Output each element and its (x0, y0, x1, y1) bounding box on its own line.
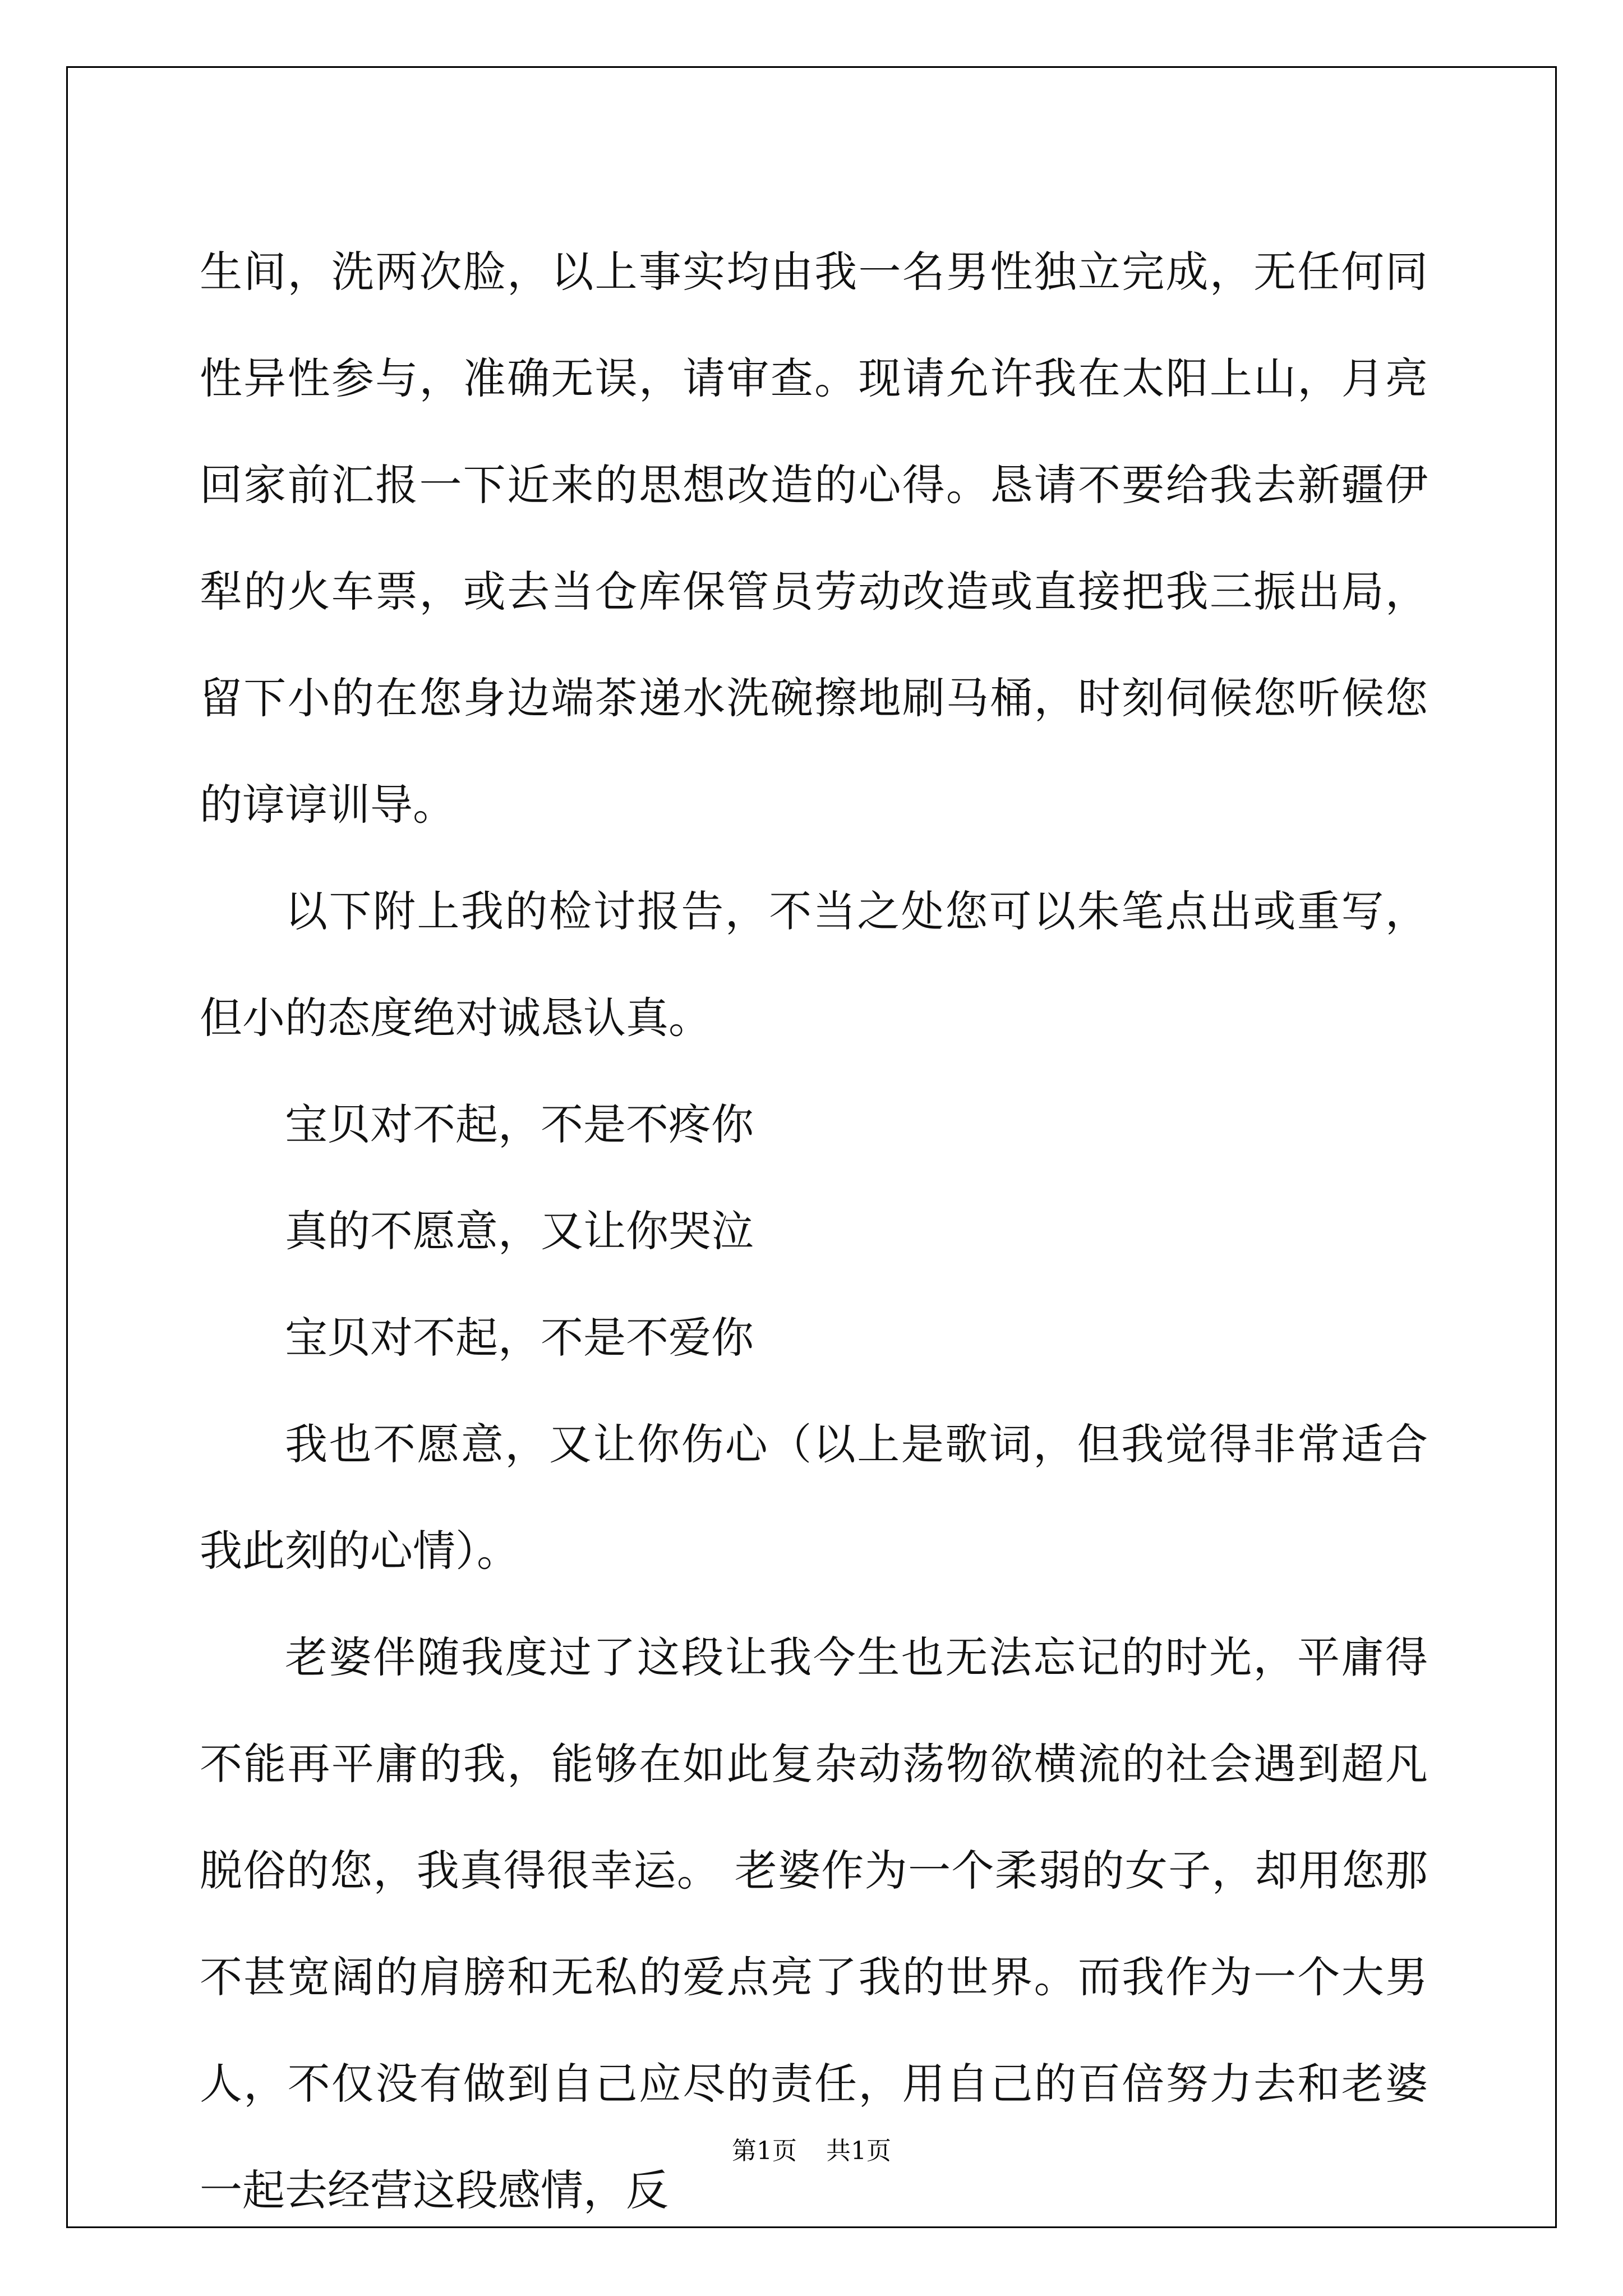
lyric-line-3: 宝贝对不起，不是不爱你 (285, 1313, 754, 1363)
lyric-line-1: 宝贝对不起，不是不疼你 (285, 1099, 754, 1149)
paragraph-1: 生间，洗两次脸，以上事实均由我一名男性独立完成，无任何同性异性参与，准确无误，请审查。现请允许我在太阳上山，月亮回家前汇报一下近来的思想改造的心得。恳请不要给我去新疆伊犁的火车票，或去当仓库保管员劳动改造或直接把我三振出局，留下小的在您身边端茶递水洗碗擦地刷马桶，时刻伺候您听候您的谆谆训导。 (200, 247, 1428, 830)
page-total: 共1页 (826, 2137, 891, 2165)
page-footer (0, 2131, 1623, 2166)
document-body (200, 219, 1428, 2244)
lyric-line-2: 真的不愿意，又让你哭泣 (285, 1206, 754, 1256)
paragraph-2: 以下附上我的检讨报告，不当之处您可以朱笔点出或重写，但小的态度绝对诚恳认真。 (200, 886, 1428, 1043)
lyric-line-4: 我也不愿意，又让你伤心（以上是歌词，但我觉得非常适合我此刻的心情）。 (200, 1419, 1428, 1576)
paragraph-3: 老婆伴随我度过了这段让我今生也无法忘记的时光，平庸得不能再平庸的我，能够在如此复杂动荡物欲横流的社会遇到超凡脱俗的您，我真得很幸运。 老婆作为一个柔弱的女子，却用您那不甚宽阔的肩膀和无私的爱点亮了我的世界。而我作为一个大男人，不仅没有做到自己应尽的责任，用自己的百倍努力去和老婆一起去经营这段感情，反 (200, 1632, 1428, 2215)
page-number: 第1页 (732, 2137, 797, 2165)
